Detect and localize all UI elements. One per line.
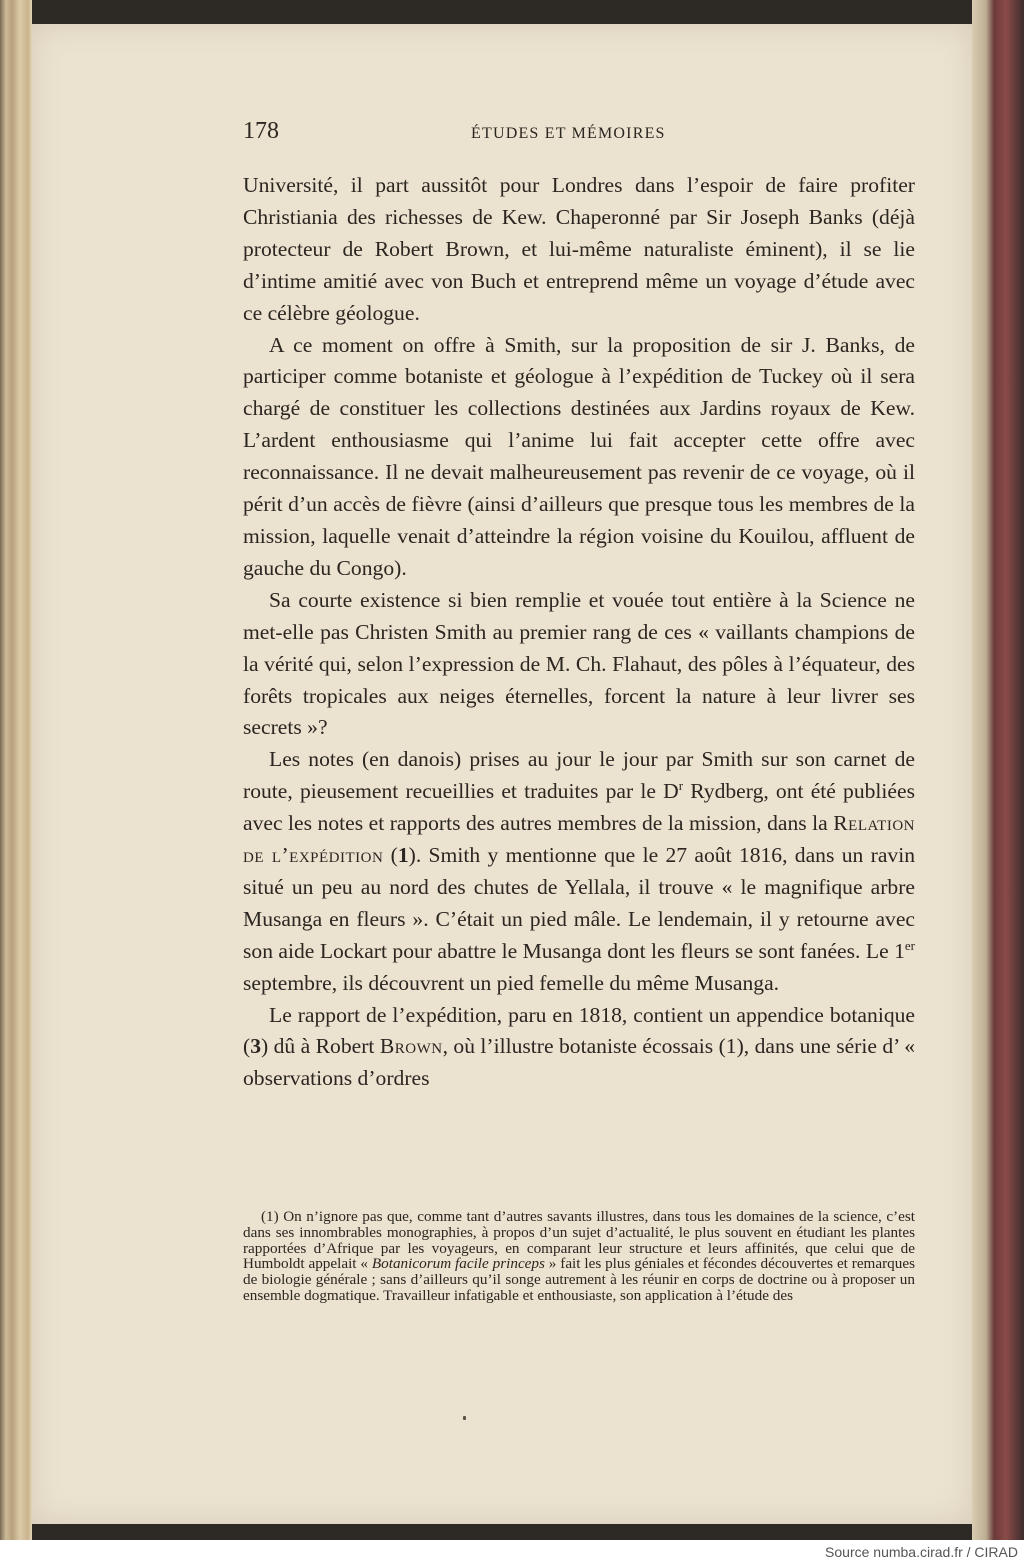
ink-speck (463, 1416, 466, 1420)
paragraph-5-text-c: , où l’illustre botaniste écossais (1), dans une série d’ « observations d’ordres (243, 1034, 915, 1091)
superscript-r: r (678, 778, 684, 794)
footnote (243, 1209, 915, 1304)
footnote-italic: Botanicorum facile princeps (371, 1255, 545, 1273)
small-caps-title: Relation de l’expédition (243, 811, 915, 868)
body-text (243, 170, 915, 1095)
footnote-text-b: » fait les plus géniales et fécondes découvertes et remarques de biologie générale ; sans d’ailleurs qu’il songe autrement à les réunir en corps de doctrine ou à proposer un ensemble dogmatique. Travailleur infatigable et enthousiaste, son application à l’étude des (243, 1255, 916, 1304)
page-number: 178 (243, 118, 279, 144)
running-title: ÉTUDES ET MÉMOIRES (471, 125, 666, 142)
paragraph-2: A ce moment on offre à Smith, sur la proposition de sir J. Banks, de participer comme botaniste et géologue à l’expédition de Tuckey où il sera chargé de constituer les collections destinées aux Jardins royaux de Kew. L’ardent enthousiasme qui l’anime lui fait accepter cette offre avec reconnaissance. Il ne devait malheureusement pas revenir de ce voyage, où il périt d’un accès de fièvre (ainsi d’ailleurs que presque tous les membres de la mission, laquelle venait d’atteindre la région voisine du Kouilou, affluent de gauche du Congo). (243, 332, 915, 580)
paragraph-5 (243, 1000, 915, 1096)
paragraph-1: Université, il part aussitôt pour Londres dans l’espoir de faire profiter Christiania des richesses de Kew. Chaperonné par Sir Joseph Banks (déjà protecteur de Robert Brown, et lui-même naturaliste éminent), il se lie d’intime amitié avec von Buch et entreprend même un voyage d’étude avec ce célèbre géologue. (243, 173, 915, 325)
footnote-text (243, 1209, 915, 1304)
paragraph-3: Sa courte existence si bien remplie et vouée tout entière à la Science ne met-elle pas Christen Smith au premier rang de ces « vaillants champions de la vérité qui, selon l’expression de M. Ch. Flahaut, des pôles à l’équateur, des forêts tropicales aux neiges éternelles, forcent la nature à leur livrer ses secrets »? (243, 587, 915, 740)
paragraph-5-text-a: Le rapport de l’expédition, paru en 1818, contient un appendice botanique ( (243, 1002, 915, 1059)
footnote-ref-1: 1 (397, 843, 409, 868)
source-credit: Source numba.cirad.fr / CIRAD (825, 1544, 1018, 1560)
paragraph-4-text-a: Les notes (en danois) prises au jour le jour par Smith sur son carnet de route, pieusement recueillies et traduites par le D (243, 747, 915, 804)
superscript-er: er (904, 937, 915, 953)
footnote-text-a: (1) On n’ignore pas que, comme tant d’autres savants illustres, dans tous les domaines de la science, c’est dans ses innombrables monographies, à propos d’un sujet d’actualité, le plus souvent en étudiant les plantes rapportées d’Afrique par les voyageurs, en comparant leur structure et leurs affinités, que celui que de Humboldt appelait « (243, 1208, 915, 1273)
paragraph-4 (243, 744, 915, 999)
paragraph-4-text-b: Rydberg, ont été publiées avec les notes et rapports des autres membres de la mission, dans la (243, 779, 915, 836)
paragraph-4-text-c: ( (383, 843, 398, 868)
book-edge-right (972, 0, 1024, 1540)
paragraph-4-text-e: septembre, ils découvrent un pied femelle du même Musanga. (243, 970, 780, 995)
author-name-small-caps: Brown (379, 1034, 443, 1059)
paragraph-4-text-d: ). Smith y mentionne que le 27 août 1816, dans un ravin situé un peu au nord des chutes de Yellala, il trouve « le magnifique arbre Musanga en fleurs ». C’était un pied mâle. Le lendemain, il y retourne avec son aide Lockart pour abattre le Musanga dont les fleurs se sont fanées. Le 1 (243, 843, 915, 963)
footnote-ref-3: 3 (250, 1034, 261, 1059)
paragraph-5-text-b: ) dû à Robert (261, 1034, 380, 1059)
book-edge-left (0, 0, 32, 1540)
running-head (243, 118, 915, 150)
